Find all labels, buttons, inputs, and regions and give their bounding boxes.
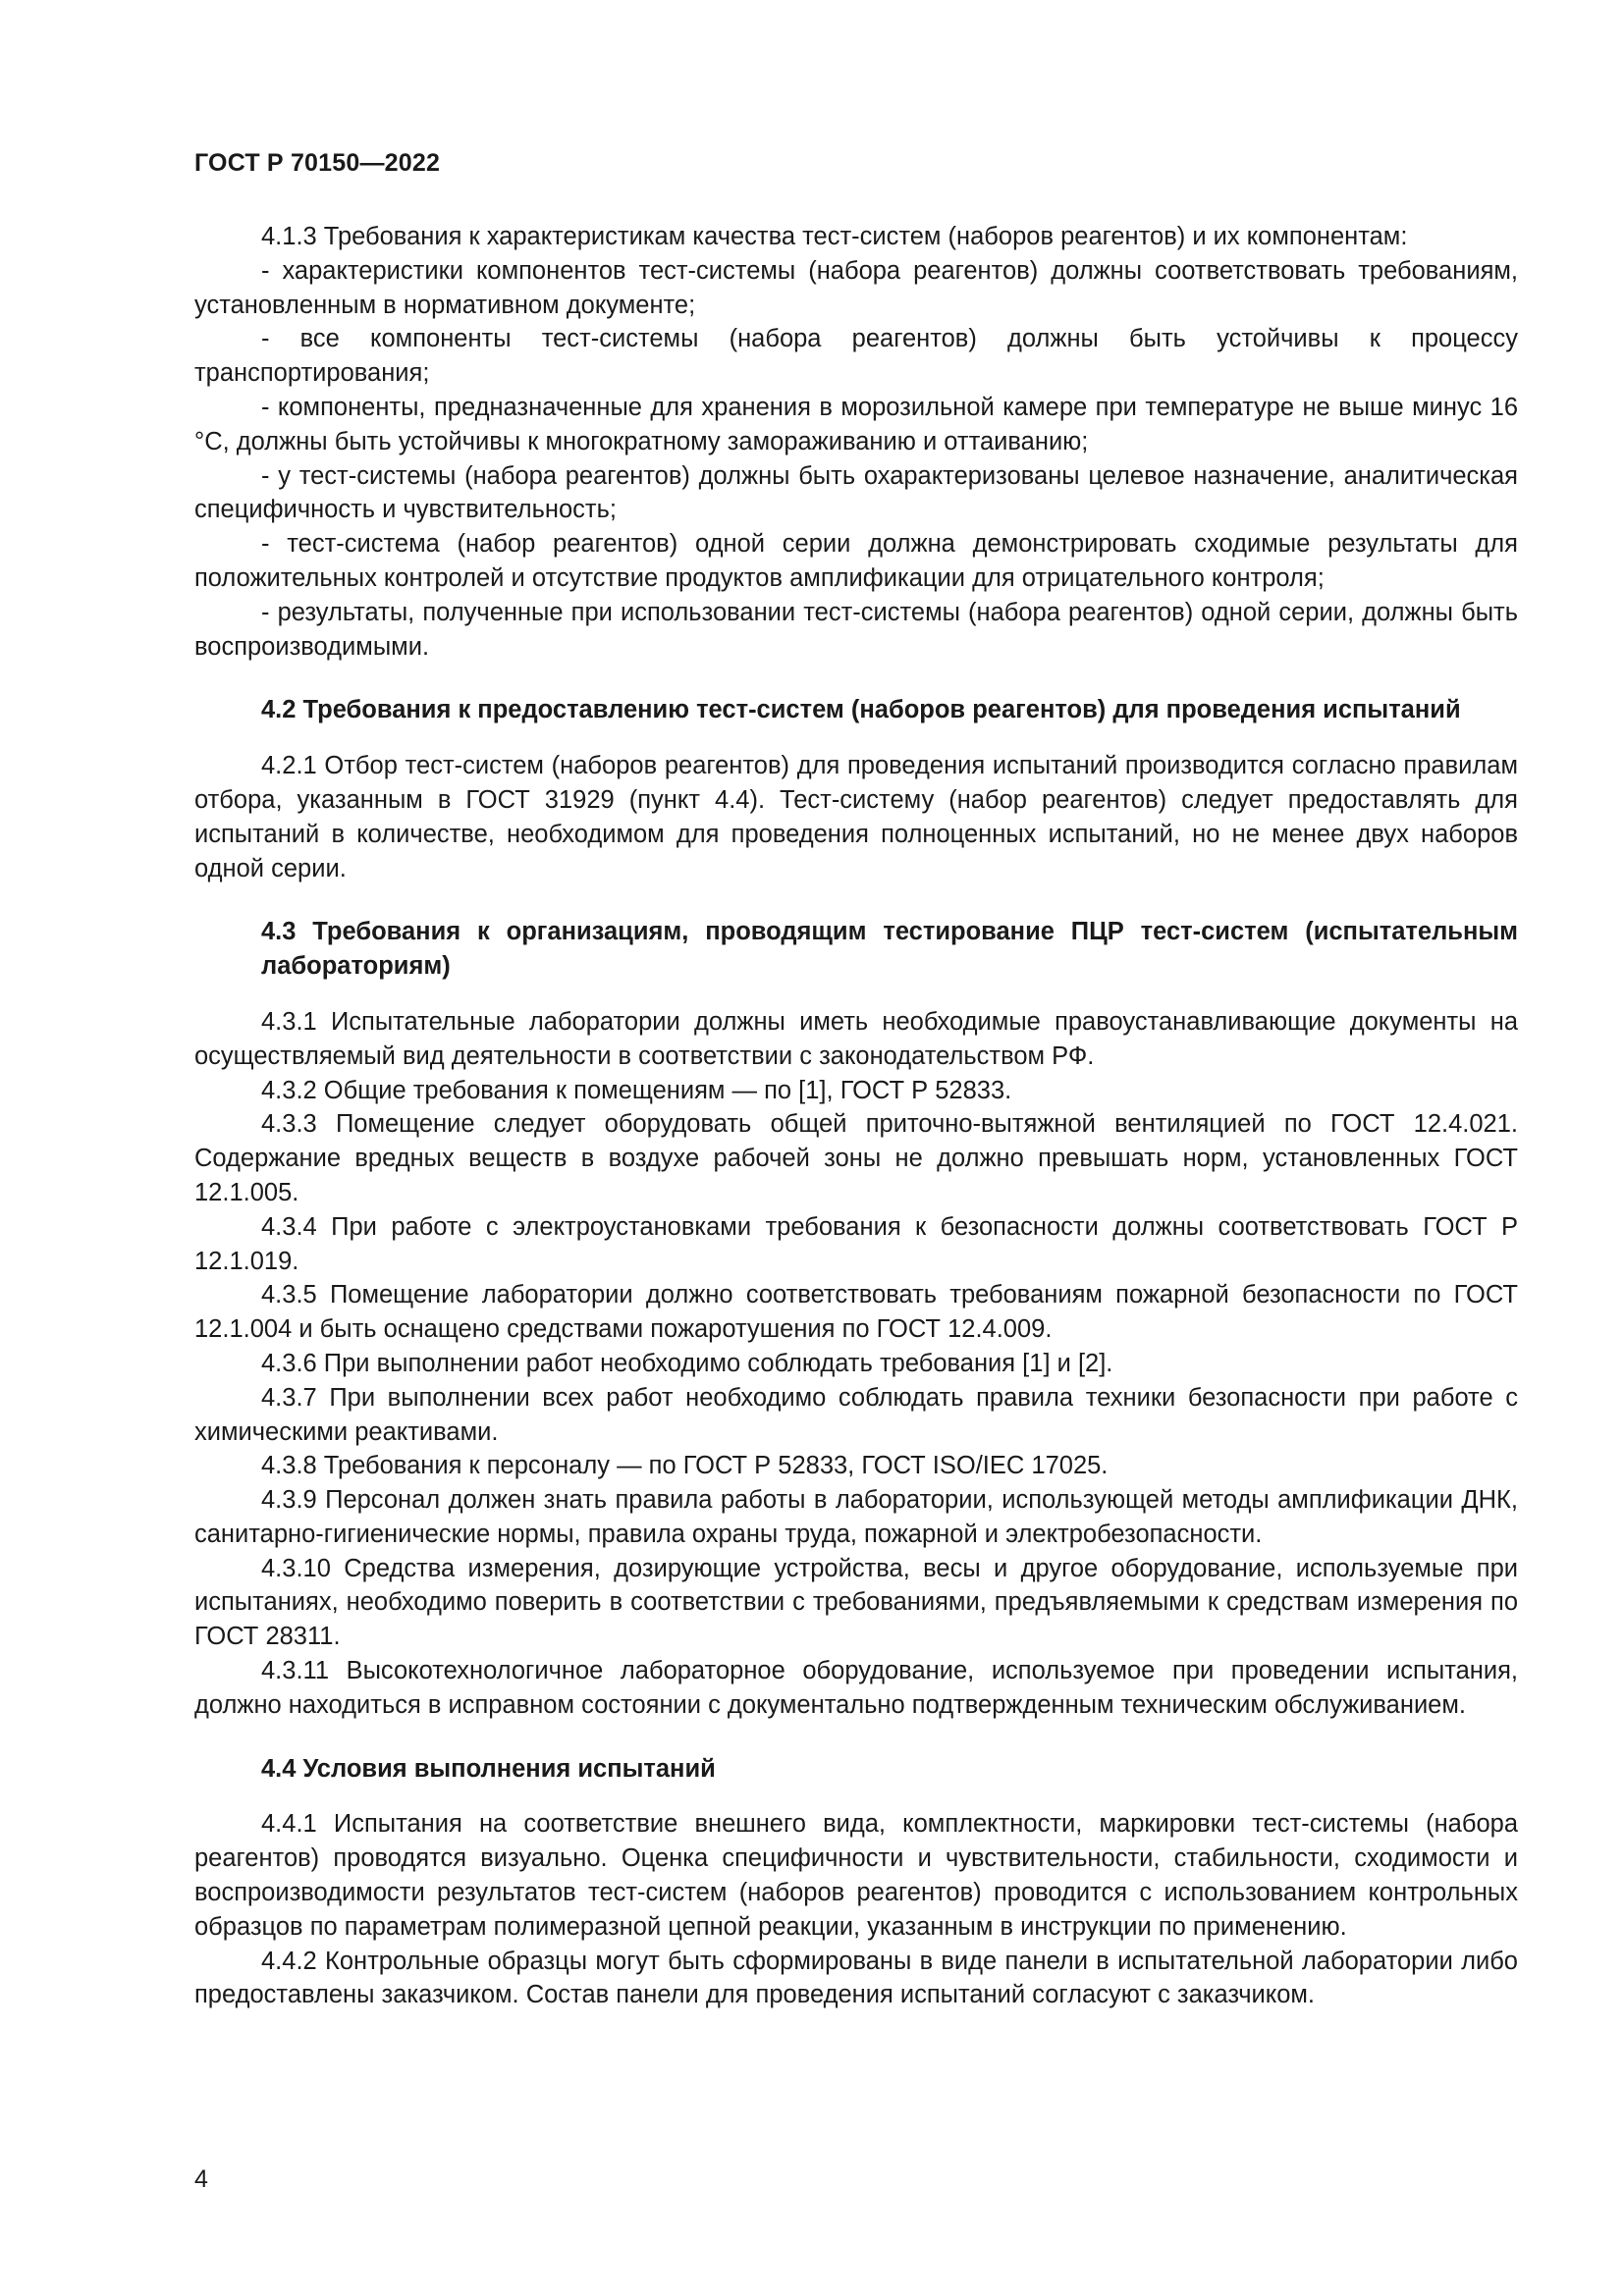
clause-4-1-3-item: - компоненты, предназначенные для хранения в морозильной камере при температуре не выше минус 16 °С, должны быть устойчивы к многократному замораживанию и оттаиванию; <box>194 393 1518 455</box>
clause-4-1-3-item: - тест-система (набор реагентов) одной серии должна демонстрировать сходимые результаты для положительных контролей и отсутствие продуктов амплификации для отрицательного контроля; <box>194 530 1518 592</box>
clause-4-1-3-item: - результаты, полученные при использовании тест-системы (набора реагентов) одной серии, должны быть воспроизводимыми. <box>194 598 1518 661</box>
clause-4-3-3: 4.3.3 Помещение следует оборудовать общей приточно-вытяжной вентиляцией по ГОСТ 12.4.021. Содержание вредных веществ в воздухе рабочей зоны не должно превышать норм, установленных ГОСТ 12.1.005. <box>194 1110 1518 1206</box>
document-code-header: ГОСТ Р 70150—2022 <box>194 149 441 177</box>
page-number: 4 <box>194 2165 208 2193</box>
clause-4-3-6: 4.3.6 При выполнении работ необходимо соблюдать требования [1] и [2]. <box>261 1349 1113 1377</box>
clause-4-1-3-item: - все компоненты тест-системы (набора реагентов) должны быть устойчивы к процессу транспортирования; <box>194 325 1518 388</box>
clause-4-3-5: 4.3.5 Помещение лаборатории должно соответствовать требованиям пожарной безопасности по ГОСТ 12.1.004 и быть оснащено средствами пожаротушения по ГОСТ 12.4.009. <box>194 1281 1518 1344</box>
clause-4-2-1: 4.2.1 Отбор тест-систем (наборов реагентов) для проведения испытаний производится согласно правилам отбора, указанным в ГОСТ 31929 (пункт 4.4). Тест-систему (набор реагентов) следует предоставлять для испытаний в количестве, необходимом для проведения полноценных испытаний, но не менее двух наборов одной серии. <box>194 752 1518 882</box>
clause-4-3-7: 4.3.7 При выполнении всех работ необходимо соблюдать правила техники безопасности при работе с химическими реактивами. <box>194 1383 1518 1446</box>
clause-4-3-1: 4.3.1 Испытательные лаборатории должны иметь необходимые правоустанавливающие документы на осуществляемый вид деятельности в соответствии с законодательством РФ. <box>194 1007 1518 1070</box>
clause-4-1-3-intro: 4.1.3 Требования к характеристикам качества тест-систем (наборов реагентов) и их компонентам: <box>261 223 1408 250</box>
clause-4-3-11: 4.3.11 Высокотехнологичное лабораторное оборудование, используемое при проведении испытания, должно находиться в исправном состоянии с документально подтвержденным техническим обслуживанием. <box>194 1657 1518 1719</box>
clause-4-3-8: 4.3.8 Требования к персоналу — по ГОСТ Р 52833, ГОСТ ISO/IEC 17025. <box>261 1452 1109 1480</box>
section-4-2-heading: 4.2 Требования к предоставлению тест-систем (наборов реагентов) для проведения испытаний <box>261 696 1461 724</box>
clause-4-1-3-item: - характеристики компонентов тест-системы (набора реагентов) должны соответствовать требованиям, установленным в нормативном документе; <box>194 256 1518 319</box>
clause-4-3-9: 4.3.9 Персонал должен знать правила работы в лаборатории, использующей методы амплификации ДНК, санитарно-гигиенические нормы, правила охраны труда, пожарной и электробезопасности. <box>194 1486 1518 1548</box>
section-4-4-heading: 4.4 Условия выполнения испытаний <box>261 1754 716 1783</box>
section-4-3-heading: 4.3 Требования к организациям, проводящим тестирование ПЦР тест-систем (испытательным лабораториям) <box>261 918 1518 981</box>
clause-4-1-3-item: - у тест-системы (набора реагентов) должны быть охарактеризованы целевое назначение, аналитическая специфичность и чувствительность; <box>194 461 1518 524</box>
document-body <box>194 220 1518 2012</box>
clause-4-4-2: 4.4.2 Контрольные образцы могут быть сформированы в виде панели в испытательной лаборатории либо предоставлены заказчиком. Состав панели для проведения испытаний согласуют с заказчиком. <box>194 1947 1518 2009</box>
clause-4-4-1: 4.4.1 Испытания на соответствие внешнего вида, комплектности, маркировки тест-системы (набора реагентов) проводятся визуально. Оценка специфичности и чувствительности, стабильности, сходимости и воспроизводимости результатов тест-систем (наборов реагентов) проводится с использованием контрольных образцов по параметрам полимеразной цепной реакции, указанным в инструкции по применению. <box>194 1810 1518 1941</box>
clause-4-3-4: 4.3.4 При работе с электроустановками требования к безопасности должны соответствовать ГОСТ Р 12.1.019. <box>194 1212 1518 1275</box>
clause-4-3-2: 4.3.2 Общие требования к помещениям — по [1], ГОСТ Р 52833. <box>261 1076 1012 1104</box>
clause-4-3-10: 4.3.10 Средства измерения, дозирующие устройства, весы и другое оборудование, используемые при испытаниях, необходимо поверить в соответствии с требованиями, предъявляемыми к средствам измерения по ГОСТ 28311. <box>194 1554 1518 1651</box>
